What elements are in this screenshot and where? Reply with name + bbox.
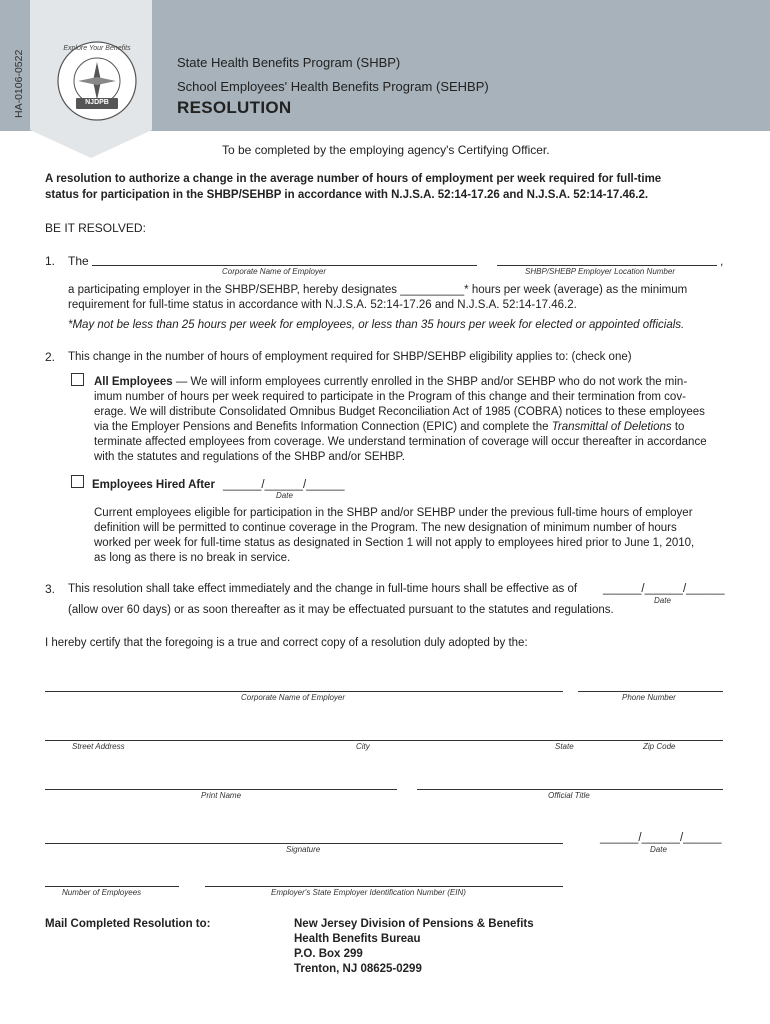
certify-text: I hereby certify that the foregoing is a true and correct copy of a resolution duly adopted by the: (45, 637, 528, 649)
hired-after-date-field[interactable]: ______/______/______ (223, 479, 345, 491)
caption-signature: Signature (286, 845, 321, 854)
all-employees-label: All Employees (94, 376, 173, 388)
form-number: HA-0106-0522 (13, 49, 25, 118)
lead-line-1: A resolution to authorize a change in the average number of hours of employment per week required for full-time (45, 173, 662, 185)
caption-location-number: SHBP/SHEBP Employer Location Number (525, 267, 675, 276)
program-shbp: State Health Benefits Program (SHBP) (177, 55, 401, 70)
caption-employer-name: Corporate Name of Employer (222, 267, 327, 276)
current-employees-text-3: worked per week for full-time status as designated in Section 1 will not apply to employees hired prior to June 1, 2010, (94, 537, 695, 549)
intro-text: To be completed by the employing agency's Certifying Officer. (222, 143, 550, 157)
all-employees-text-1: — We will inform employees currently enrolled in the SHBP and/or SEHBP who do not work the min- (172, 376, 688, 388)
caption-state: State (555, 742, 574, 751)
caption-phone: Phone Number (622, 693, 676, 702)
logo-abbrev: NJDPB (85, 99, 109, 106)
mail-address-line-4: Trenton, NJ 08625-0299 (294, 963, 422, 975)
section-3-line-2: (allow over 60 days) or as soon thereafter as it may be effectuated pursuant to the statutes and regulations. (68, 604, 614, 616)
all-employees-text-3: erage. We will distribute Consolidated Omnibus Budget Reconciliation Act of 1985 (COBRA) notices to these employees (94, 406, 705, 418)
program-sehbp: School Employees' Health Benefits Program (SEHBP) (177, 79, 489, 94)
all-employees-text-6: with the statutes and regulations of the SHBP and/or SEHBP. (94, 451, 405, 463)
page-title: RESOLUTION (177, 98, 292, 117)
caption-zip: Zip Code (643, 742, 676, 751)
section-3-number: 3. (45, 582, 56, 596)
caption-ein: Employer's State Employer Identification Number (EIN) (271, 888, 466, 897)
caption-effective-date: Date (654, 596, 671, 605)
effective-date-field[interactable]: ______/______/______ (603, 583, 725, 595)
section-2-number: 2. (45, 350, 56, 364)
section-1-line-1: a participating employer in the SHBP/SEHBP, hereby designates __________* hours per week (average) as the minimum (68, 284, 688, 296)
caption-city: City (356, 742, 370, 751)
location-number-field[interactable] (497, 265, 717, 266)
all-employees-text-4c: to (671, 421, 685, 433)
section-3-line-1: This resolution shall take effect immediately and the change in full-time hours shall be effective as of (68, 583, 578, 595)
section-2-text: This change in the number of hours of employment required for SHBP/SEHBP eligibility applies to: (check one) (68, 351, 632, 363)
all-employees-text-4a: via the Employer Pensions and Benefits Information Connection (EPIC) and complete the (94, 421, 552, 433)
current-employees-text-1: Current employees eligible for participation in the SHBP and/or SEHBP under the previous full-time hours of employer (94, 507, 693, 519)
caption-hired-date: Date (276, 491, 293, 500)
lead-line-2: status for participation in the SHBP/SEHBP in accordance with N.J.S.A. 52:14-17.26 and N.J.S.A. 52:14-17.46.2. (45, 189, 649, 201)
mail-address-line-3: P.O. Box 299 (294, 948, 363, 960)
caption-street: Street Address (72, 742, 125, 751)
print-name-field[interactable] (45, 789, 397, 790)
signature-date-field[interactable]: ______/______/______ (600, 832, 722, 844)
all-employees-text-2: imum number of hours per week required to participate in the Program of this change and their termination from cov- (94, 391, 686, 403)
section-1-the: The (68, 254, 89, 268)
official-title-field[interactable] (417, 789, 723, 790)
logo-tagline: Explore Your Benefits (63, 45, 131, 52)
current-employees-text-4: as long as there is no break in service. (94, 552, 291, 564)
address-field[interactable] (45, 740, 723, 741)
section-1-line-2: requirement for full-time status in accordance with N.J.S.A. 52:14-17.26 and N.J.S.A. 52:14-17.46.2. (68, 299, 577, 311)
mail-label: Mail Completed Resolution to: (45, 918, 211, 930)
current-employees-text-2: definition will be permitted to continue coverage in the Program. The new designation of minimum number of hours (94, 522, 677, 534)
caption-corporate-name: Corporate Name of Employer (241, 693, 346, 702)
ein-field[interactable] (205, 886, 563, 887)
employer-name-field[interactable] (92, 265, 477, 266)
hired-after-checkbox[interactable] (71, 475, 84, 488)
section-1-number: 1. (45, 254, 56, 268)
caption-number-of-employees: Number of Employees (62, 888, 142, 897)
mail-address-line-1: New Jersey Division of Pensions & Benefits (294, 918, 534, 930)
hired-after-label: Employees Hired After (92, 479, 215, 491)
njdpb-logo-icon (56, 40, 138, 122)
caption-print-name: Print Name (201, 791, 242, 800)
corporate-name-field[interactable] (45, 691, 563, 692)
all-employees-checkbox[interactable] (71, 373, 84, 386)
caption-official-title: Official Title (548, 791, 590, 800)
transmittal-of-deletions: Transmittal of Deletions (551, 421, 672, 433)
number-of-employees-field[interactable] (45, 886, 179, 887)
section-1-comma: , (720, 254, 724, 268)
section-1-note: *May not be less than 25 hours per week for employees, or less than 35 hours per week for elected or appointed officials. (68, 319, 685, 331)
phone-number-field[interactable] (578, 691, 723, 692)
mail-address-line-2: Health Benefits Bureau (294, 933, 421, 945)
be-it-resolved: BE IT RESOLVED: (45, 221, 146, 235)
all-employees-text-5: terminate affected employees from coverage. We understand termination of coverage will occur thereafter in accordance (94, 436, 707, 448)
caption-signature-date: Date (650, 845, 667, 854)
signature-field[interactable] (45, 843, 563, 844)
